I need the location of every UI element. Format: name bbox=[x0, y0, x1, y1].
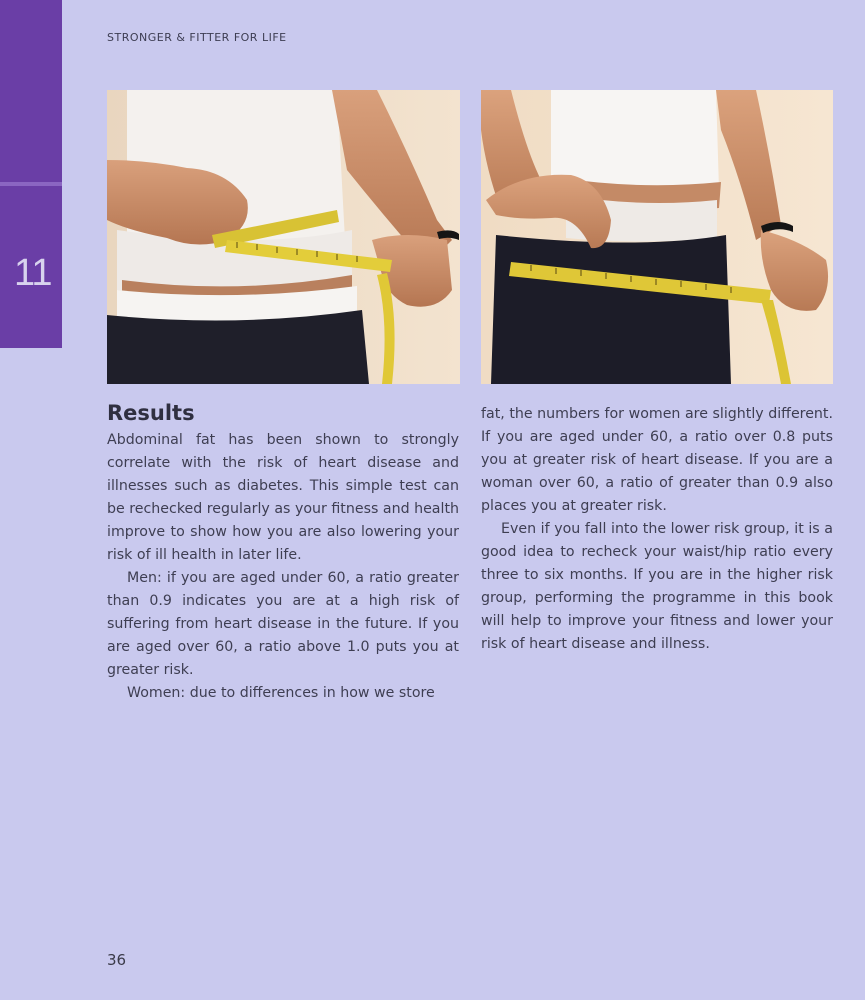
paragraph: Men: if you are aged under 60, a ratio greater than 0.9 indicates you are at a high risk of suffering from heart disease in the future. If you are aged over 60, a ratio above 1.0 puts you at greater risk. bbox=[107, 570, 459, 678]
left-text-column bbox=[107, 429, 459, 705]
waist-measurement-illustration bbox=[107, 90, 460, 384]
hip-measurement-illustration bbox=[481, 90, 833, 384]
paragraph: fat, the numbers for women are slightly different. If you are aged under 60, a ratio over 0.8 puts you at greater risk of heart disease. If you are a woman over 60, a ratio of greater than 0.9 also places you at greater risk. bbox=[481, 406, 833, 514]
paragraph: Women: due to differences in how we store bbox=[127, 685, 435, 701]
chapter-number: 11 bbox=[14, 252, 52, 294]
hip-measurement-photo bbox=[481, 90, 833, 384]
section-heading: Results bbox=[107, 401, 195, 425]
chapter-tab-upper bbox=[0, 0, 62, 182]
right-text-column bbox=[481, 403, 833, 656]
paragraph: Even if you fall into the lower risk group, it is a good idea to recheck your waist/hip ratio every three to six months. If you are in the higher risk group, performing the programme in this book will help to improve your fitness and lower your risk of heart disease and illness. bbox=[481, 521, 833, 652]
page-number: 36 bbox=[107, 951, 127, 969]
paragraph: Abdominal fat has been shown to strongly correlate with the risk of heart disease and illnesses such as diabetes. This simple test can be rechecked regularly as your fitness and health improve to show how you are also lowering your risk of ill health in later life. bbox=[107, 432, 459, 563]
running-head: STRONGER & FITTER FOR LIFE bbox=[107, 31, 287, 44]
waist-measurement-photo bbox=[107, 90, 460, 384]
